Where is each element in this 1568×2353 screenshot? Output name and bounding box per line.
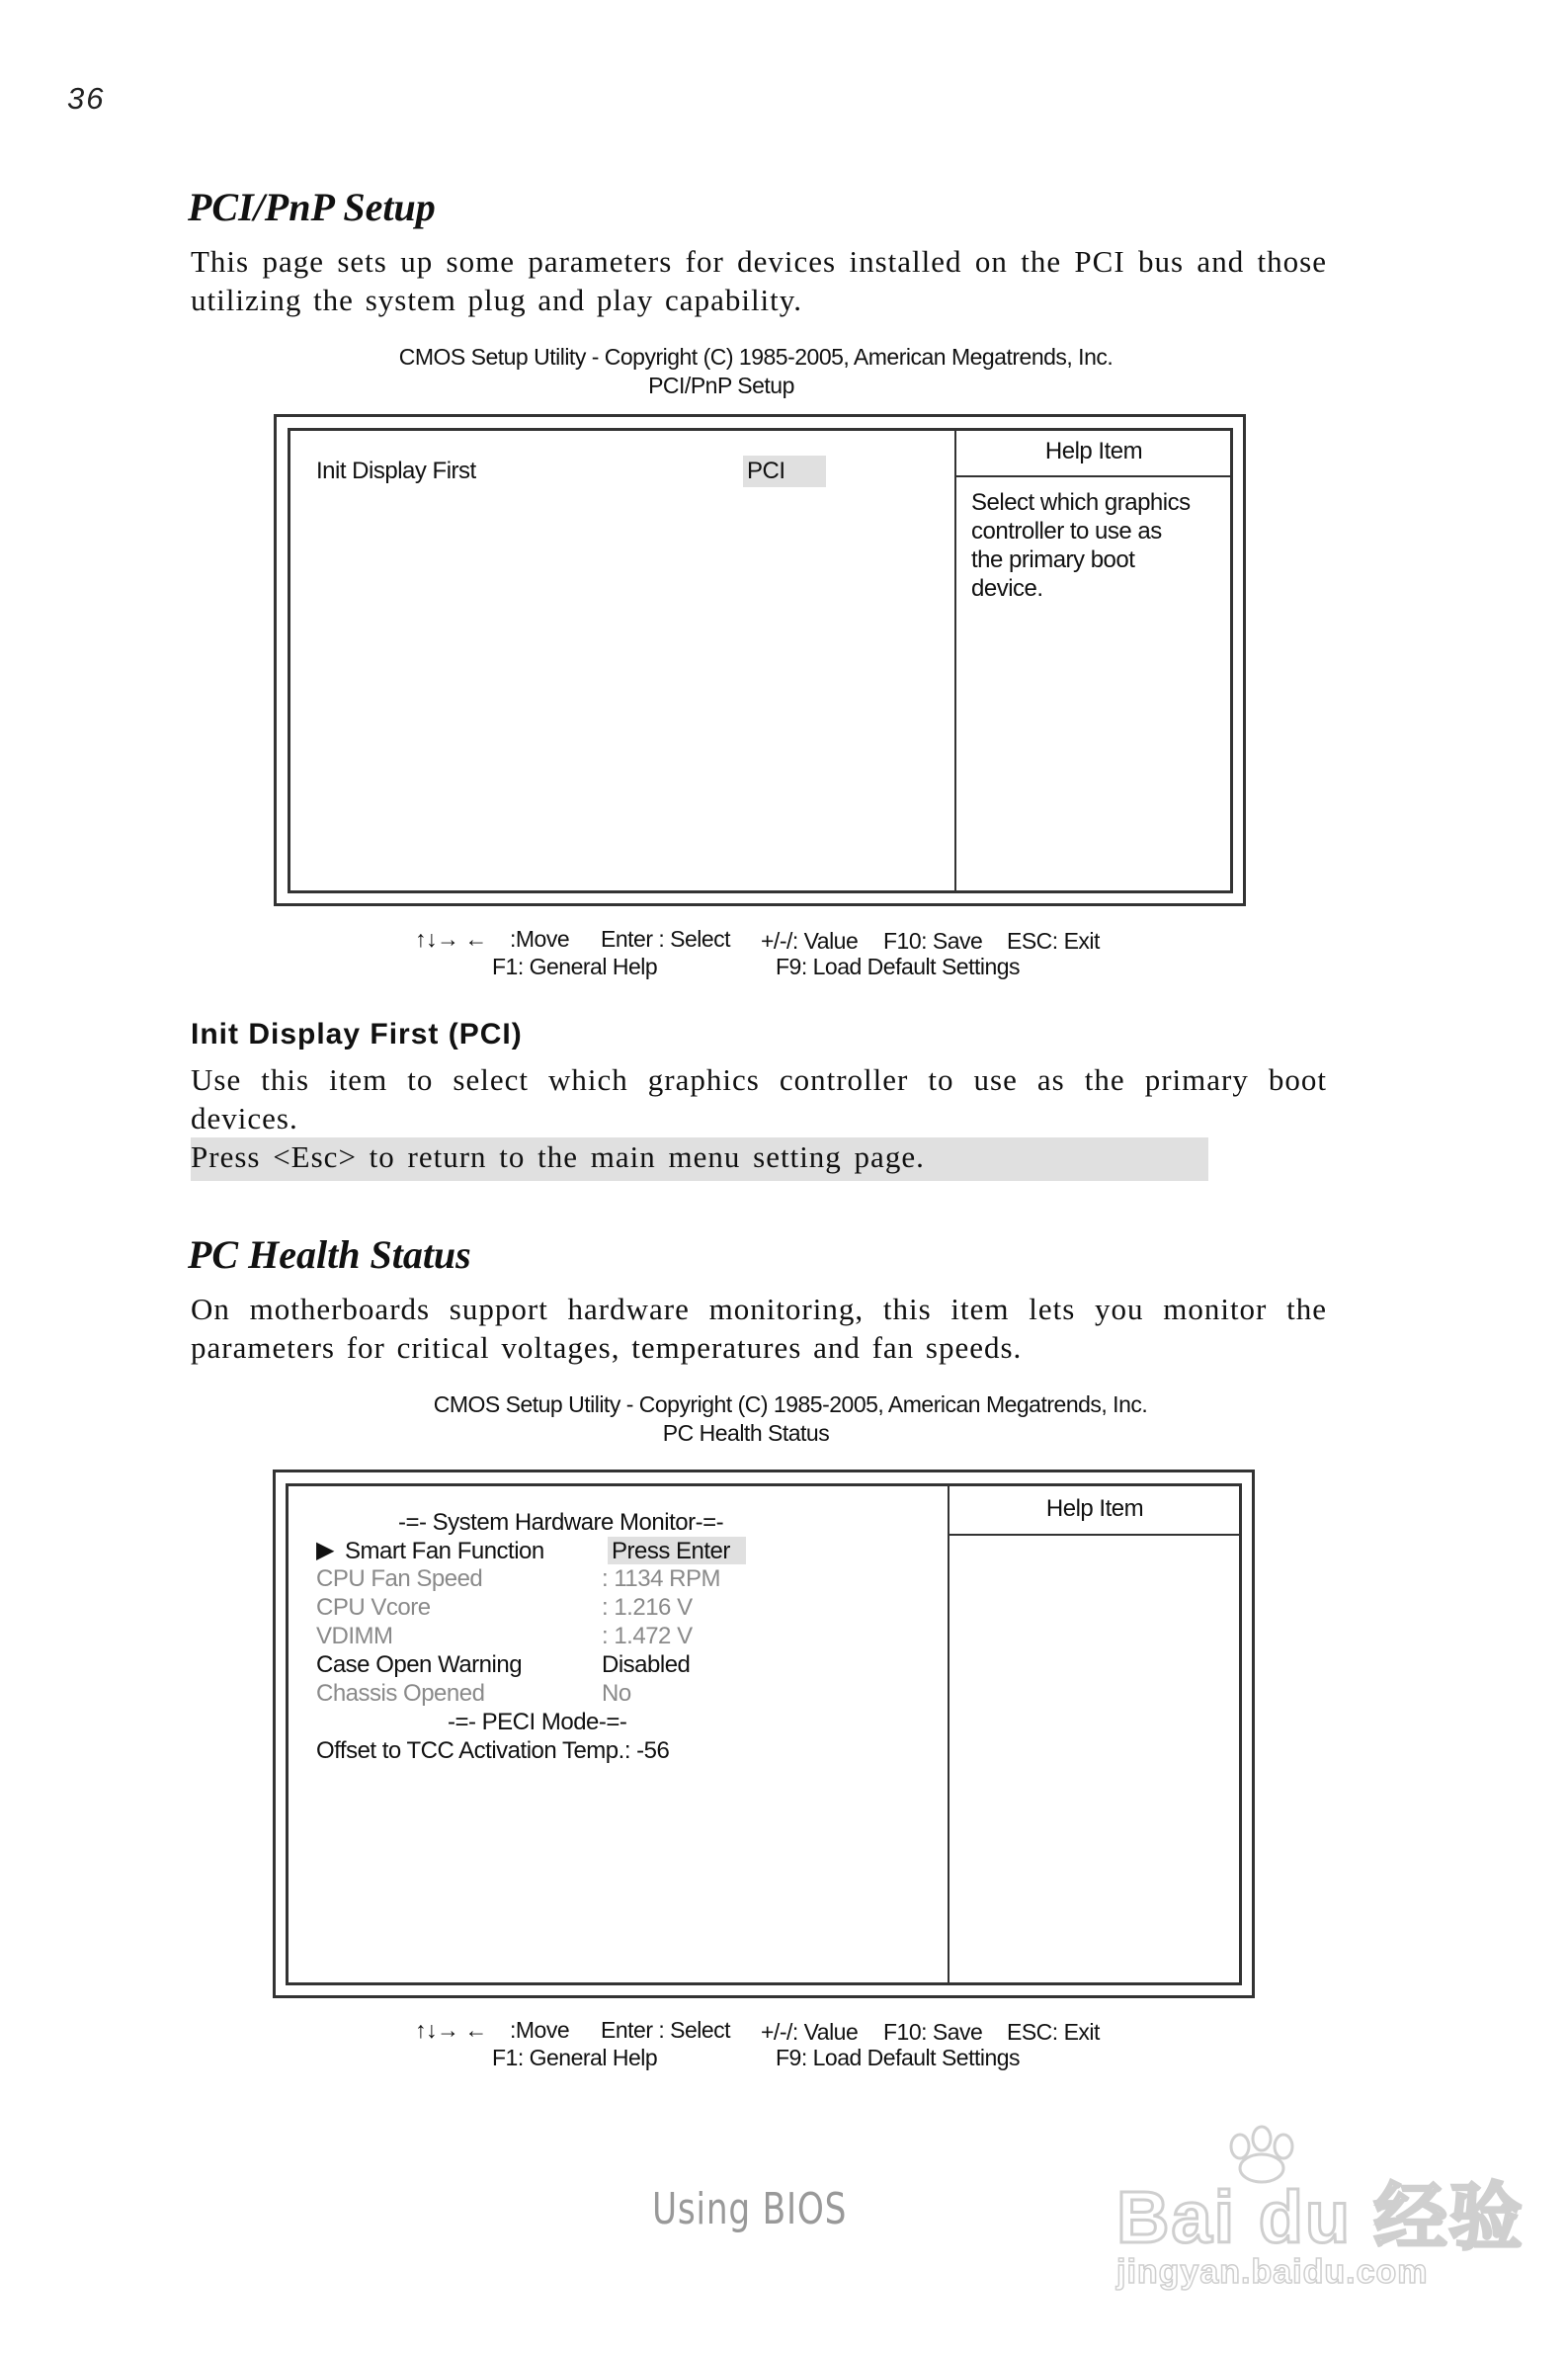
health-help-item-title: Help Item [1045,1495,1144,1522]
pci-help-line: Select which graphics [971,489,1191,516]
footer-using-bios: Using BIOS [652,2184,848,2234]
pci-setup-intro: This page sets up some parameters for devices installed on the PCI bus and those utilizing the system plug and play capability. [191,244,1327,317]
watermark-brand: Bai du 经验 [1116,2176,1525,2258]
pci-help-line: the primary boot [971,546,1135,573]
system-hardware-monitor-header: -=- System Hardware Monitor-=- [398,1509,724,1536]
pci-key-load-defaults: F9: Load Default Settings [776,954,1021,979]
health-cmos-caption-copyright: CMOS Setup Utility - Copyright (C) 1985-2005, American Megatrends, Inc. [433,1391,1148,1417]
pci-help-divider [954,429,956,891]
pci-help-line: controller to use as [971,518,1162,545]
watermark-url: jingyan.baidu.com [1116,2253,1429,2291]
peci-mode-header: -=- PECI Mode-=- [448,1709,627,1735]
pci-help-line: device. [971,575,1043,602]
init-display-first-description: Use this item to select which graphics controller to use as the primary boot devices. [191,1062,1327,1135]
pci-help-text [971,488,1191,603]
health-key-save: F10: Save [883,2019,983,2045]
init-display-first-heading: Init Display First (PCI) [191,1018,523,1050]
health-key-general-help: F1: General Help [492,2045,658,2070]
health-key-exit: ESC: Exit [1007,2019,1100,2045]
pci-cmos-caption-copyright: CMOS Setup Utility - Copyright (C) 1985-2005, American Megatrends, Inc. [398,344,1114,370]
cpu-fan-speed-value: : 1134 RPM [602,1565,720,1592]
pci-setup-heading: PCI/PnP Setup [188,185,436,229]
offset-tcc-activation-temp: Offset to TCC Activation Temp.: -56 [316,1737,670,1764]
pci-key-general-help: F1: General Help [492,954,658,979]
chassis-opened-label: Chassis Opened [316,1680,485,1707]
health-key-enter-select: Enter : Select [601,2017,731,2043]
init-display-first-value[interactable]: PCI [743,456,826,487]
pci-key-enter-select: Enter : Select [601,926,731,952]
health-key-move: :Move [510,2017,570,2043]
pci-key-move: :Move [510,926,570,952]
init-display-first-label: Init Display First [316,458,476,484]
pc-health-intro: On motherboards support hardware monitoring, this item lets you monitor the parameters for critical voltages, temperatures and fan speeds. [191,1292,1327,1365]
pci-help-item-title: Help Item [1044,438,1143,464]
cpu-vcore-label: CPU Vcore [316,1594,431,1621]
case-open-warning-label[interactable]: Case Open Warning [316,1651,523,1678]
pci-arrow-keys-icon: ↑↓→ ← [415,926,487,952]
esc-note-highlight [191,1137,1208,1181]
cpu-vcore-value: : 1.216 V [602,1594,693,1621]
page-number: 36 [67,81,106,116]
pci-help-title-divider [954,475,1231,477]
pci-key-save: F10: Save [883,928,983,954]
submenu-arrow-icon: ▶ [316,1538,335,1563]
health-help-title-divider [948,1534,1240,1536]
smart-fan-function-label[interactable]: Smart Fan Function [345,1538,544,1564]
health-help-divider [948,1484,949,1983]
esc-note: Press <Esc> to return to the main menu setting page. [191,1139,925,1174]
cpu-fan-speed-label: CPU Fan Speed [316,1565,483,1592]
vdimm-label: VDIMM [316,1623,393,1649]
pci-key-value: +/-/: Value [761,928,859,954]
case-open-warning-value[interactable]: Disabled [602,1651,691,1678]
chassis-opened-value: No [602,1680,631,1707]
vdimm-value: : 1.472 V [602,1623,693,1649]
pc-health-heading: PC Health Status [188,1232,471,1277]
health-key-load-defaults: F9: Load Default Settings [776,2045,1021,2070]
health-arrow-keys-icon: ↑↓→ ← [415,2017,487,2043]
smart-fan-function-value[interactable]: Press Enter [608,1537,746,1564]
health-cmos-caption-title: PC Health Status [662,1420,830,1446]
pci-cmos-caption-title: PCI/PnP Setup [648,373,794,398]
pci-key-exit: ESC: Exit [1007,928,1100,954]
health-key-value: +/-/: Value [761,2019,859,2045]
